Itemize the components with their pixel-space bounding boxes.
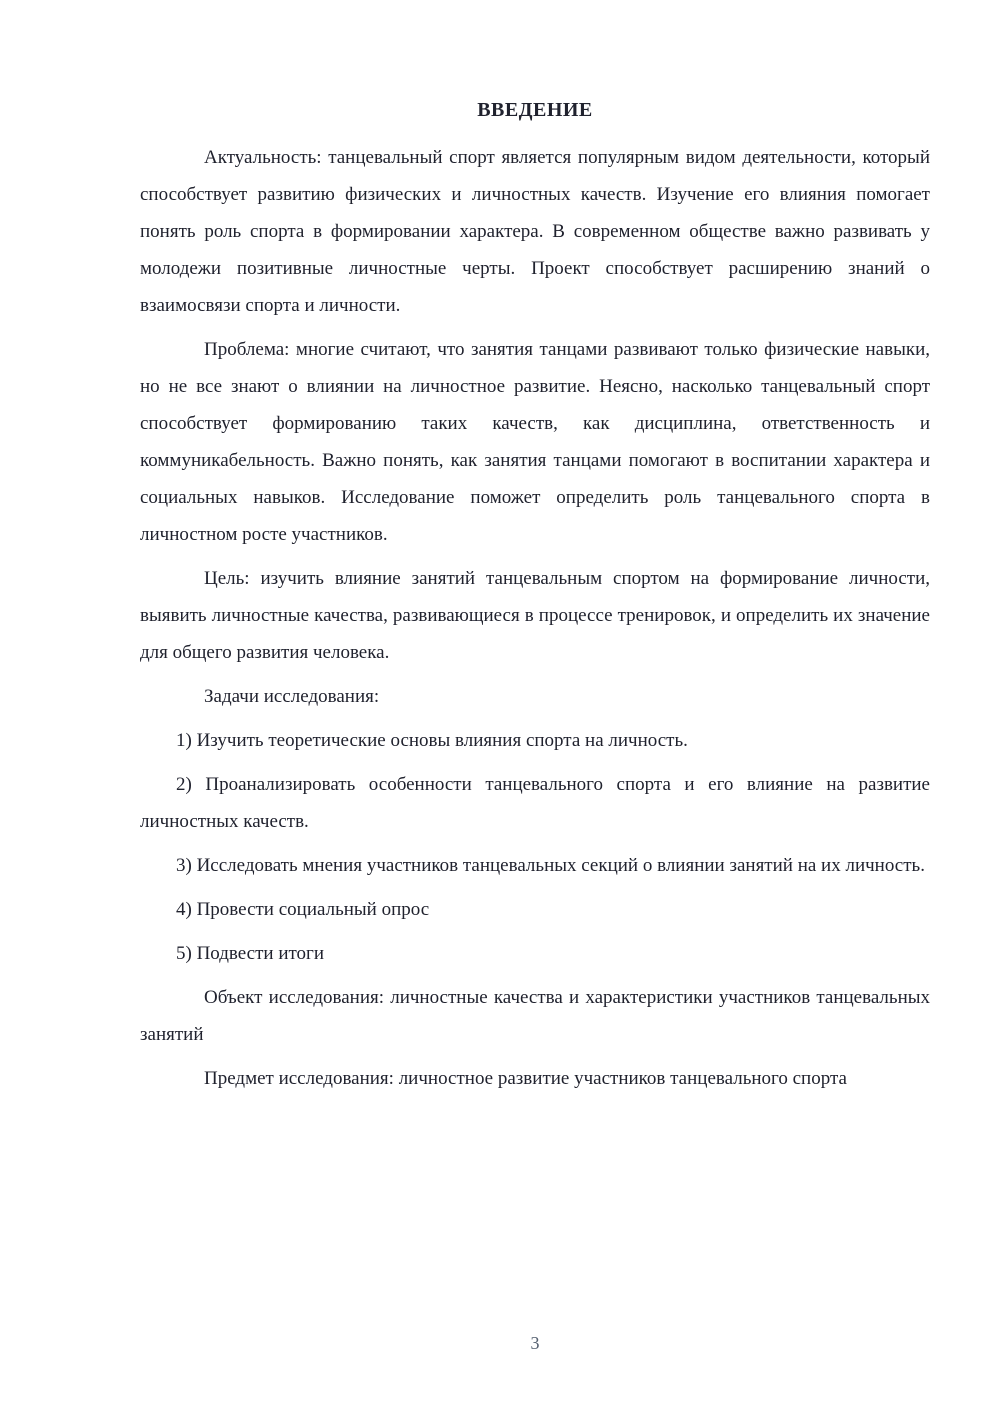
paragraph-object: Объект исследования: личностные качества и характеристики участников танцевальных занятий (140, 987, 930, 1045)
section-title: ВВЕДЕНИЕ (477, 99, 593, 121)
task-item-2: 2) Проанализировать особенности танцевального спорта и его влияние на развитие личностных качеств. (140, 774, 930, 832)
task-item-3: 3) Исследовать мнения участников танцевальных секций о влиянии занятий на их личность. (176, 855, 925, 876)
paragraph-relevance: Актуальность: танцевальный спорт является популярным видом деятельности, который способствует развитию физических и личностных качеств. Изучение его влияния помогает понять роль спорта в формировании характера. В современном обществе важно развивать у молодежи позитивные личностные черты. Проект способствует расширению знаний о взаимосвязи спорта и личности. (140, 147, 930, 316)
tasks-heading: Задачи исследования: (204, 686, 380, 707)
paragraph-problem: Проблема: многие считают, что занятия танцами развивают только физические навыки, но не все знают о влиянии на личностное развитие. Неясно, насколько танцевальный спорт способствует формированию таких качеств, как дисциплина, ответственность и коммуникабельность. Важно понять, как занятия танцами помогают в воспитании характера и социальных навыков. Исследование поможет определить роль танцевального спорта в личностном росте участников. (140, 339, 930, 545)
paragraph-subject: Предмет исследования: личностное развитие участников танцевального спорта (204, 1068, 847, 1089)
task-item-1: 1) Изучить теоретические основы влияния спорта на личность. (176, 730, 688, 751)
task-item-4: 4) Провести социальный опрос (176, 899, 430, 920)
paragraph-goal: Цель: изучить влияние занятий танцевальным спортом на формирование личности, выявить личностные качества, развивающиеся в процессе тренировок, и определить их значение для общего развития человека. (140, 568, 930, 663)
task-item-5: 5) Подвести итоги (176, 943, 325, 964)
page-number: 3 (530, 1333, 540, 1353)
